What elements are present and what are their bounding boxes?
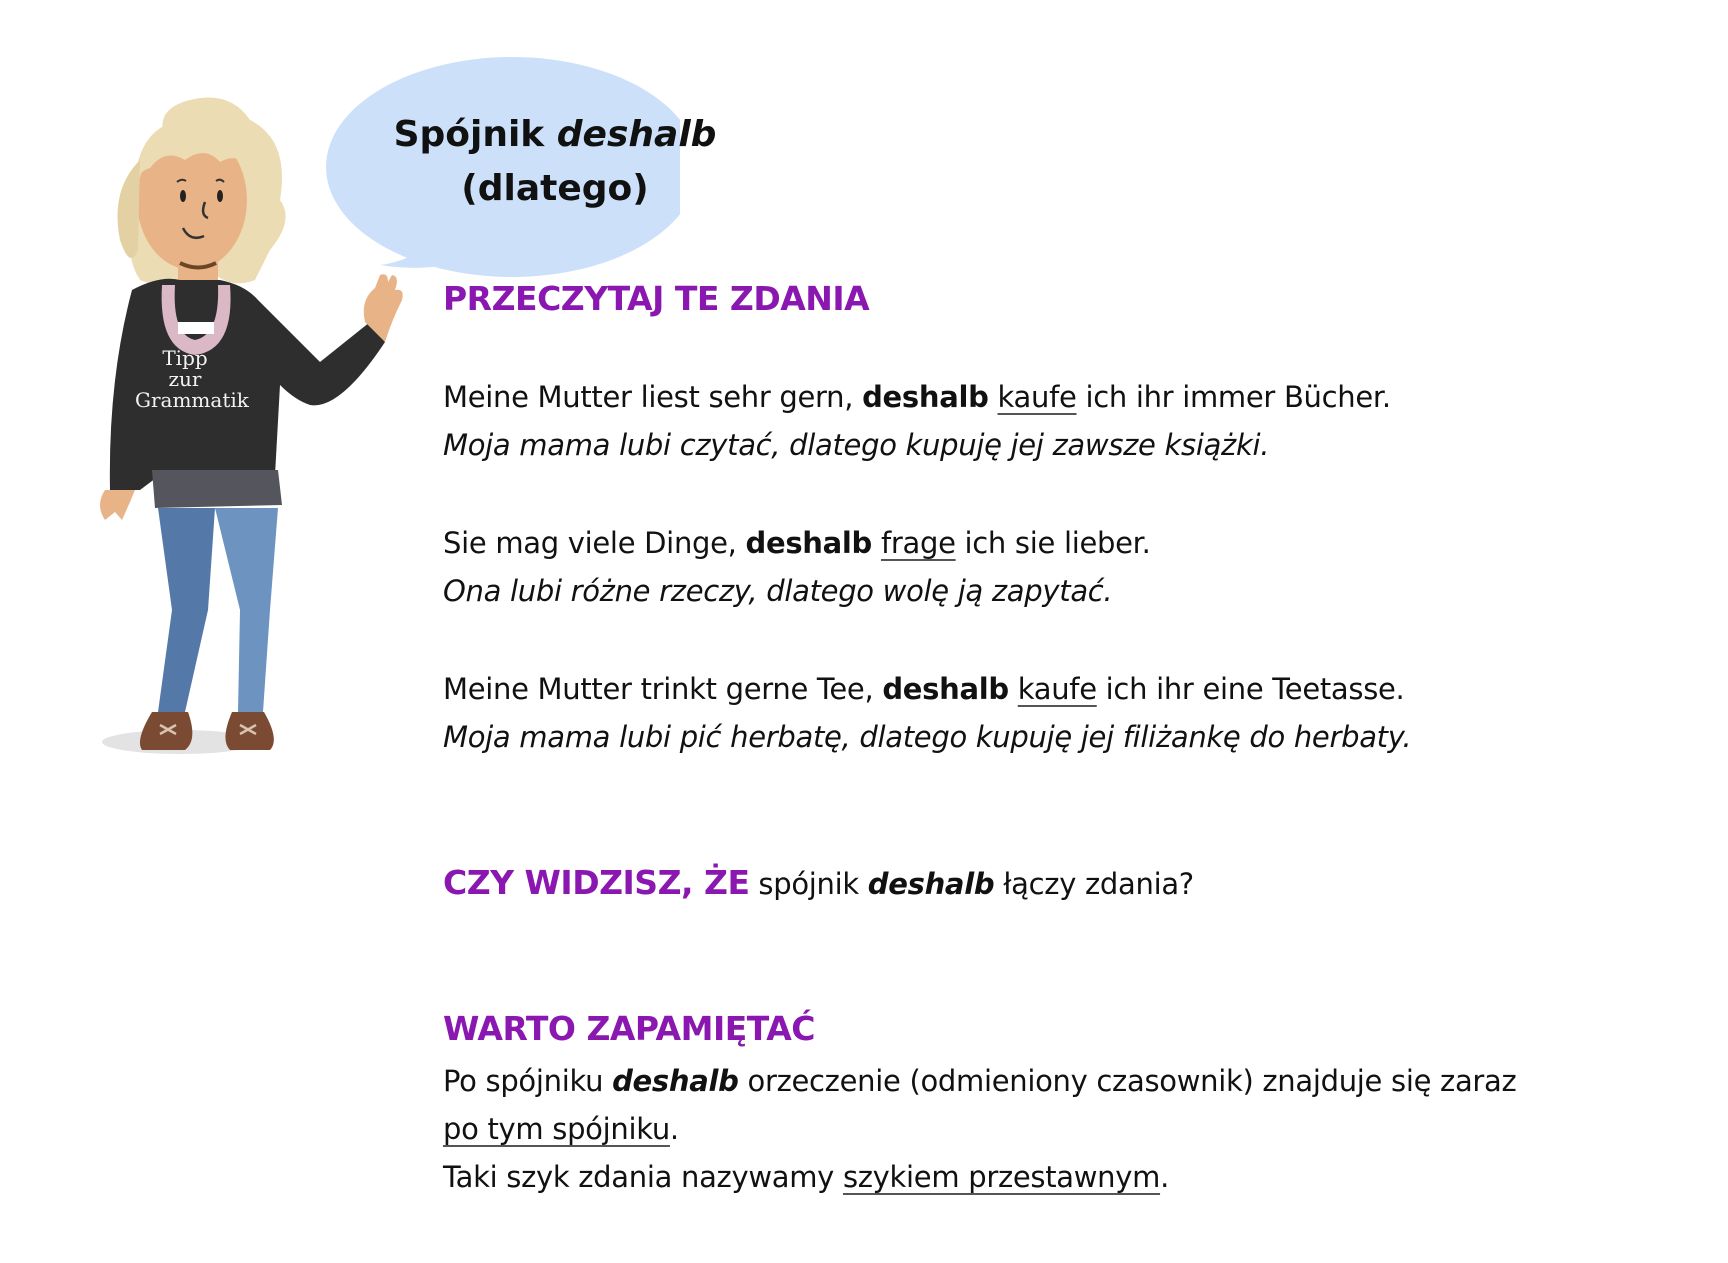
rule-line-3 [443, 1160, 1169, 1194]
example-1-polish: Moja mama lubi czytać, dlatego kupuję jej zawsze książki. [443, 428, 1270, 462]
example-2-text-after: ich sie lieber. [955, 526, 1151, 560]
example-2-conjunction: deshalb [745, 526, 873, 560]
example-3-conjunction: deshalb [882, 672, 1009, 706]
example-3-german [443, 672, 1404, 706]
rule-term-inverted-order: szykiem przestawnym [842, 1160, 1161, 1194]
example-3-polish: Moja mama lubi pić herbatę, dlatego kupuję jej filiżankę do herbaty. [443, 720, 1412, 754]
bubble-title-line-2: (dlatego) [461, 168, 649, 209]
rule-line-1 [443, 1064, 1516, 1098]
shirt-text-line-3: Grammatik [135, 388, 249, 412]
shirt-text [135, 346, 249, 412]
example-2-text-before: Sie mag viele Dinge, [443, 526, 746, 560]
heading-read-sentences: PRZECZYTAJ TE ZDANIA [443, 279, 870, 318]
rule-underlined-phrase: po tym spójniku [443, 1112, 670, 1146]
heading-do-you-see: CZY WIDZISZ, ŻE [443, 863, 750, 902]
rule-text-before: Po spójniku [443, 1064, 613, 1098]
example-2-polish: Ona lubi różne rzeczy, dlatego wolę ją zapytać. [443, 574, 1113, 608]
example-2-verb: frage [880, 526, 956, 560]
bubble-title-line-1 [375, 108, 735, 162]
example-1-text-before: Meine Mutter liest sehr gern, [443, 380, 863, 414]
heading-worth-remembering: WARTO ZAPAMIĘTAĆ [443, 1009, 815, 1048]
rule-text-after: orzeczenie (odmieniony czasownik) znajduje się zaraz [738, 1064, 1517, 1098]
rule-line-3-end: . [1160, 1160, 1169, 1194]
example-2-german [443, 526, 1151, 560]
shirt-text-line-1: Tipp [162, 346, 208, 370]
example-1-verb: kaufe [997, 380, 1077, 414]
example-1-text-after: ich ihr immer Bücher. [1076, 380, 1391, 414]
rule-line-2 [443, 1112, 679, 1146]
example-1-conjunction: deshalb [862, 380, 989, 414]
bubble-title-normal: Spójnik [393, 114, 557, 155]
speech-bubble [375, 108, 735, 216]
question-line [443, 863, 1194, 902]
example-1-german [443, 380, 1391, 414]
rule-line-3-before: Taki szyk zdania nazywamy [443, 1160, 843, 1194]
bubble-title-italic: deshalb [556, 114, 717, 155]
question-conjunction: deshalb [867, 867, 995, 901]
example-3-text-before: Meine Mutter trinkt gerne Tee, [443, 672, 883, 706]
question-text-after: łączy zdania? [994, 867, 1194, 901]
question-text-before: spójnik [749, 867, 868, 901]
shirt-text-line-2: zur [168, 367, 202, 391]
example-3-text-after: ich ihr eine Teetasse. [1096, 672, 1405, 706]
rule-line-2-end: . [669, 1112, 679, 1146]
rule-conjunction: deshalb [612, 1064, 739, 1098]
example-3-verb: kaufe [1017, 672, 1097, 706]
